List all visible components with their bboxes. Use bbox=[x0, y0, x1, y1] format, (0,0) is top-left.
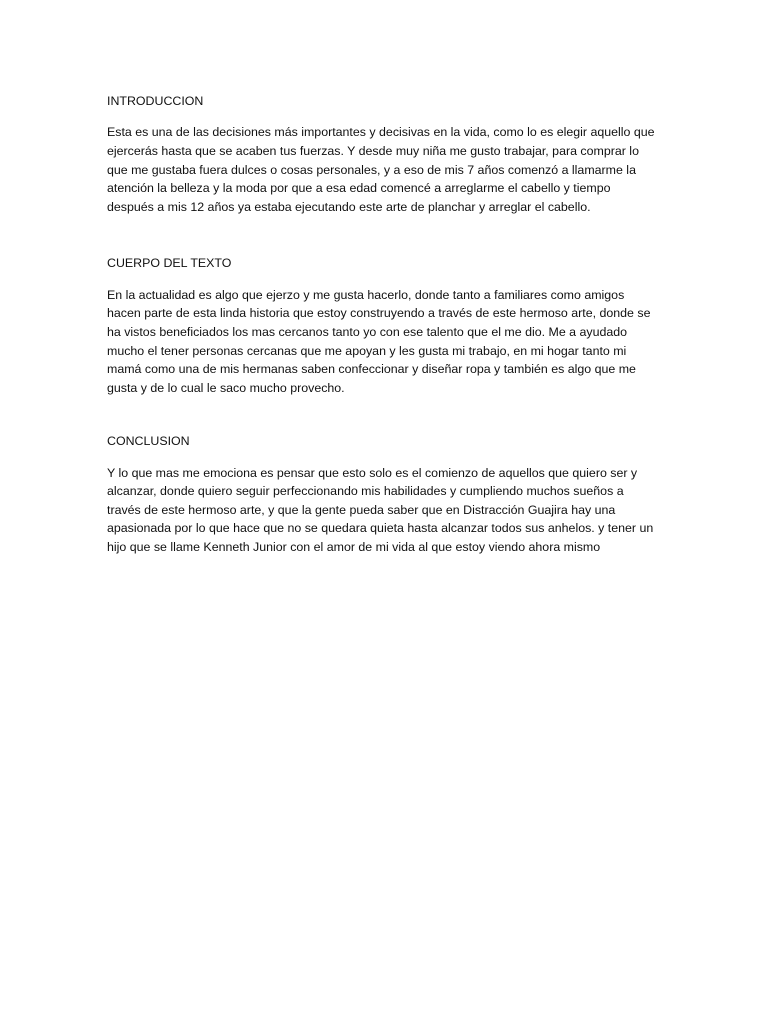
section-introduccion bbox=[107, 92, 687, 216]
paragraph-line: mucho el tener personas cercanas que me apoyan y les gusta mi trabajo, en mi hogar tanto mi bbox=[107, 343, 627, 358]
paragraph-line: después a mis 12 años ya estaba ejecutando este arte de planchar y arreglar el cabello. bbox=[107, 199, 591, 214]
paragraph-line: ha vistos beneficiados los mas cercanos tanto yo con ese talento que el me dio. Me a ayudado bbox=[107, 324, 628, 339]
paragraph-line: gusta y de lo cual le saco mucho provecho. bbox=[107, 380, 345, 395]
paragraph-line: apasionada por lo que hace que no se quedara quieta hasta alcanzar todos sus anhelos. y tener un bbox=[107, 521, 654, 536]
paragraph-line: ejercerás hasta que se acaben tus fuerzas. Y desde muy niña me gusto trabajar, para comprar lo bbox=[107, 143, 639, 158]
paragraph-line: hijo que se llame Kenneth Junior con el amor de mi vida al que estoy viendo ahora mismo bbox=[107, 540, 601, 555]
section-paragraph bbox=[107, 123, 687, 216]
section-cuerpo-del-texto bbox=[107, 254, 687, 397]
paragraph-line: atención la belleza y la moda por que a esa edad comencé a arreglarme el cabello y tiempo bbox=[107, 181, 611, 196]
paragraph-line: Esta es una de las decisiones más importantes y decisivas en la vida, como lo es elegir aquello que bbox=[107, 125, 655, 140]
section-heading: CUERPO DEL TEXTO bbox=[107, 256, 232, 271]
paragraph-line: que me gustaba fuera dulces o cosas personales, y a eso de mis 7 años comenzó a llamarme la bbox=[107, 162, 636, 177]
paragraph-line: Y lo que mas me emociona es pensar que esto solo es el comienzo de aquellos que quiero ser y bbox=[107, 465, 638, 480]
paragraph-line: alcanzar, donde quiero seguir perfeccionando mis habilidades y cumpliendo muchos sueños a bbox=[107, 484, 624, 499]
section-heading: INTRODUCCION bbox=[107, 94, 204, 108]
paragraph-line: hacen parte de esta linda historia que estoy construyendo a través de este hermoso arte, donde se bbox=[107, 306, 651, 321]
paragraph-line: En la actualidad es algo que ejerzo y me gusta hacerlo, donde tanto a familiares como amigos bbox=[107, 287, 625, 302]
document-content bbox=[107, 92, 687, 557]
paragraph-line: mamá como una de mis hermanas saben confeccionar y diseñar ropa y también es algo que me bbox=[107, 362, 636, 377]
section-heading: CONCLUSION bbox=[107, 434, 190, 449]
paragraph-line: través de este hermoso arte, y que la gente pueda saber que en Distracción Guajira hay una bbox=[107, 502, 616, 517]
section-conclusion bbox=[107, 432, 687, 556]
section-paragraph bbox=[107, 286, 687, 398]
section-paragraph bbox=[107, 464, 687, 557]
